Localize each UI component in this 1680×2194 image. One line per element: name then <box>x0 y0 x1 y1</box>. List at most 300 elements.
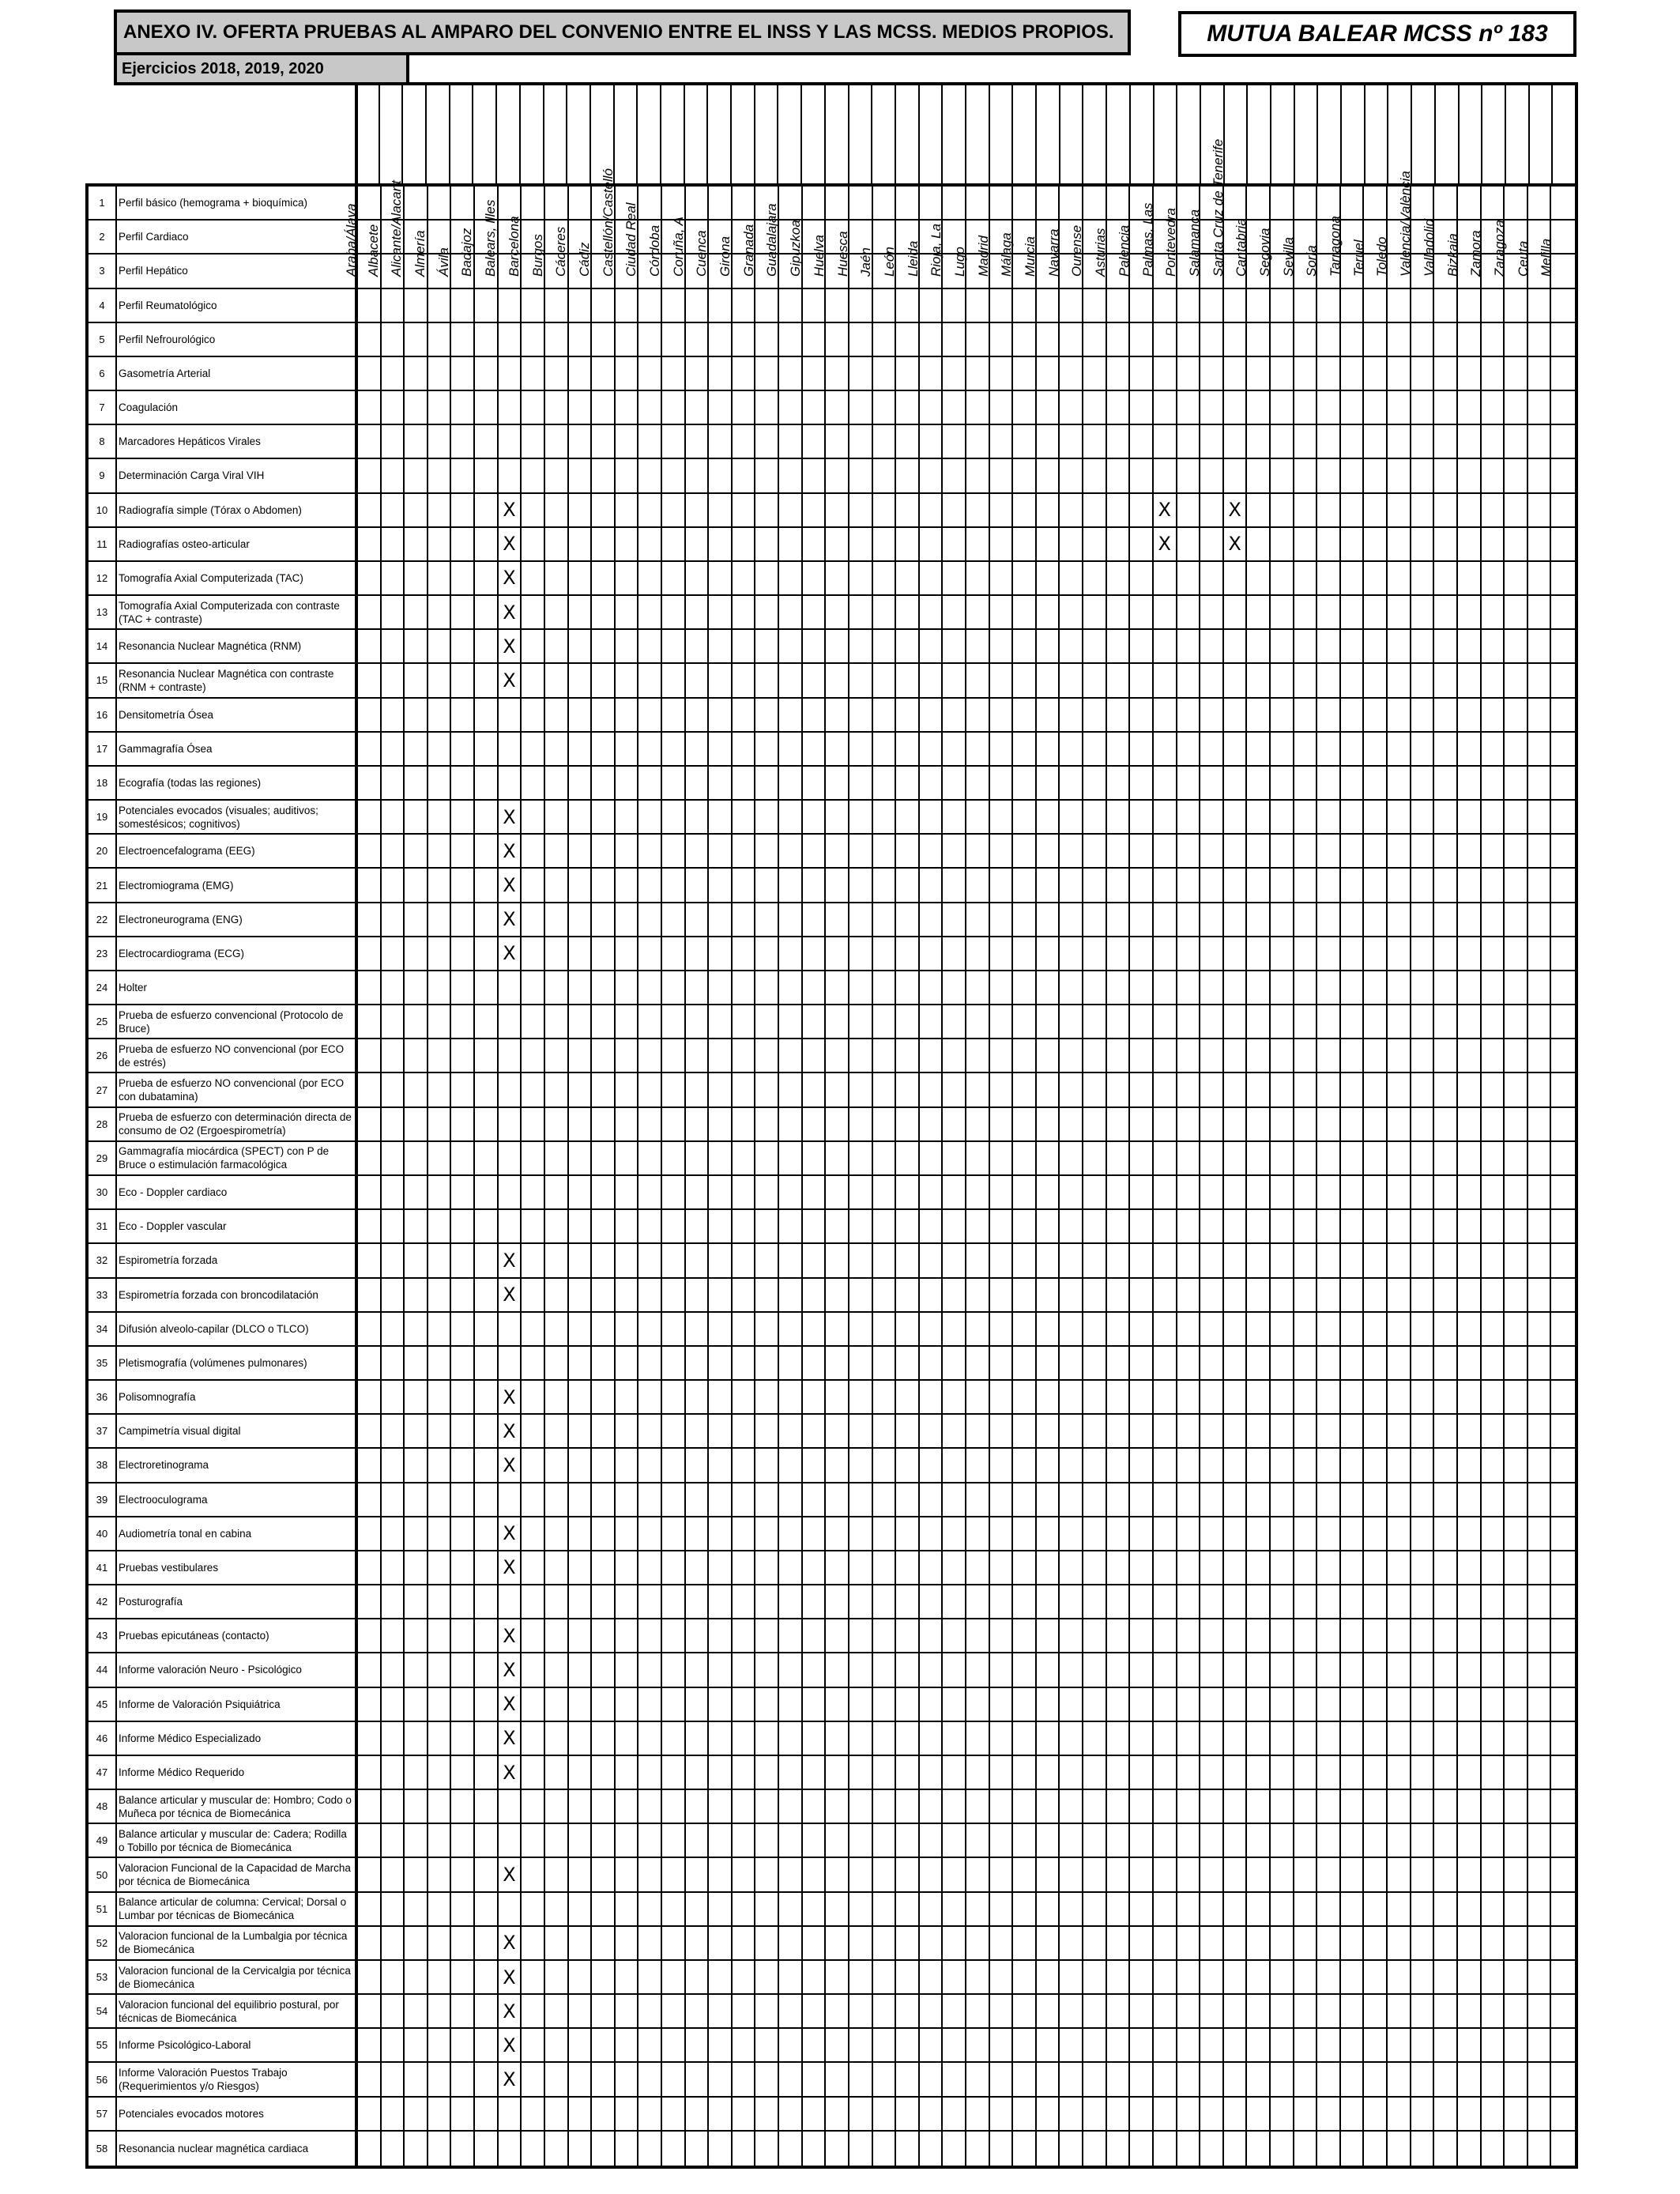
mark-cell <box>826 1961 849 1993</box>
mark-cell <box>1154 1381 1177 1413</box>
mark-cell <box>545 630 569 662</box>
mark-cell <box>826 1005 849 1038</box>
mark-cell <box>943 733 966 765</box>
mark-cell <box>1551 528 1575 560</box>
mark-cell <box>499 391 522 424</box>
mark-cell <box>1505 971 1528 1004</box>
mark-cell <box>1364 767 1388 799</box>
mark-cell <box>1177 1756 1201 1789</box>
mark-cell <box>873 1619 897 1652</box>
mark-cell <box>755 2029 779 2061</box>
mark-cell <box>638 1347 662 1379</box>
mark-cell <box>873 1893 897 1925</box>
mark-cell <box>662 1210 686 1242</box>
test-name: Prueba de esfuerzo con determinación directa de consumo de O2 (Ergoespirometría) <box>117 1108 358 1140</box>
test-name: Valoracion funcional de la Cervicalgia por técnica de Biomecánica <box>117 1961 358 1993</box>
mark-cell <box>966 1073 990 1106</box>
mark-cell <box>1271 1313 1294 1345</box>
mark-cell <box>475 1176 499 1208</box>
mark-cell <box>522 1517 545 1550</box>
mark-cell <box>1434 1858 1458 1891</box>
mark-cell <box>966 801 990 833</box>
mark-cell <box>569 1244 593 1276</box>
mark-cell <box>1294 528 1318 560</box>
mark-cell <box>1364 1108 1388 1140</box>
mark-cell <box>1505 903 1528 936</box>
mark-cell <box>1294 357 1318 390</box>
mark-cell <box>545 528 569 560</box>
mark-cell <box>849 494 873 526</box>
mark-cell <box>1037 391 1060 424</box>
mark-cell <box>1083 1619 1107 1652</box>
table-row <box>89 971 1575 1005</box>
mark-cell <box>616 494 639 526</box>
mark-cell <box>569 1551 593 1584</box>
mark-cell <box>1200 903 1224 936</box>
mark-cell <box>686 1858 710 1891</box>
mark-cell <box>1037 1039 1060 1072</box>
mark-cell <box>1364 494 1388 526</box>
mark-cell <box>638 903 662 936</box>
row-number: 37 <box>89 1415 117 1447</box>
mark-cell <box>662 733 686 765</box>
mark-cell <box>755 1927 779 1959</box>
mark-cell <box>1013 357 1037 390</box>
mark-cell <box>499 289 522 322</box>
mark-cell <box>1341 1961 1365 1993</box>
mark-cell <box>1224 1517 1248 1550</box>
mark-cell <box>1013 767 1037 799</box>
province-label-text: Bizkaia <box>1445 233 1460 277</box>
table-row <box>89 187 1575 221</box>
mark-cell <box>990 1279 1014 1311</box>
mark-cell <box>1154 1176 1177 1208</box>
mark-cell <box>1482 1653 1505 1686</box>
mark-cell <box>1317 1449 1341 1481</box>
mark-cell <box>638 2098 662 2130</box>
mark-cell <box>1341 1688 1365 1721</box>
mark-cell <box>686 1995 710 2027</box>
mark-cell <box>826 1995 849 2027</box>
row-number: 48 <box>89 1790 117 1823</box>
mark-cell <box>1458 2132 1482 2166</box>
mark-cell <box>1364 1722 1388 1755</box>
mark-cell <box>920 357 944 390</box>
province-label-text: Granada <box>740 224 756 277</box>
mark-cell <box>1037 869 1060 901</box>
mark-cell <box>990 1005 1014 1038</box>
mark-cell <box>1411 1244 1435 1276</box>
mark-cell <box>569 1381 593 1413</box>
mark-cell <box>428 733 452 765</box>
mark-cell <box>1551 1039 1575 1072</box>
mark-cell <box>686 1483 710 1516</box>
mark-cell <box>1317 2029 1341 2061</box>
mark-cell <box>1434 1313 1458 1345</box>
mark-cell: X <box>499 630 522 662</box>
mark-cell <box>662 1108 686 1140</box>
mark-cell <box>803 1961 827 1993</box>
mark-cell: X <box>499 1415 522 1447</box>
mark-cell <box>1411 630 1435 662</box>
mark-cell <box>475 1722 499 1755</box>
mark-cell <box>1083 357 1107 390</box>
mark-cell <box>1224 1073 1248 1106</box>
mark-cell <box>592 1893 616 1925</box>
mark-cell <box>475 1551 499 1584</box>
mark-cell <box>1083 391 1107 424</box>
mark-cell <box>709 1619 733 1652</box>
mark-cell <box>1341 1279 1365 1311</box>
mark-cell <box>1107 630 1131 662</box>
row-number: 46 <box>89 1722 117 1755</box>
mark-cell <box>1224 1483 1248 1516</box>
mark-cell <box>1294 187 1318 219</box>
mark-cell <box>873 1483 897 1516</box>
mark-cell <box>1434 323 1458 356</box>
mark-cell <box>920 1824 944 1857</box>
mark-cell <box>1411 733 1435 765</box>
mark-cell <box>382 1313 405 1345</box>
mark-cell <box>1060 1176 1083 1208</box>
mark-cell <box>920 801 944 833</box>
province-label-text: Guadalajara <box>764 203 780 277</box>
mark-cell <box>1294 1176 1318 1208</box>
table-row <box>89 2063 1575 2097</box>
mark-cell <box>943 357 966 390</box>
mark-cell <box>779 1619 803 1652</box>
mark-cell <box>803 1415 827 1447</box>
mark-cell <box>1364 1313 1388 1345</box>
mark-cell <box>1060 1005 1083 1038</box>
mark-cell <box>1341 1995 1365 2027</box>
mark-cell <box>755 733 779 765</box>
mark-cell <box>1482 221 1505 253</box>
mark-cell <box>755 1142 779 1174</box>
mark-cell <box>382 903 405 936</box>
mark-cell <box>966 1142 990 1174</box>
mark-cell <box>1247 1279 1271 1311</box>
mark-cell <box>1482 1551 1505 1584</box>
mark-cell <box>1364 1244 1388 1276</box>
province-label-text: Ourense <box>1069 224 1085 277</box>
mark-cell <box>1037 1688 1060 1721</box>
table-row <box>89 1142 1575 1176</box>
mark-cell <box>428 1073 452 1106</box>
mark-cell <box>1200 1449 1224 1481</box>
mark-cell <box>475 1449 499 1481</box>
mark-cell <box>1341 1517 1365 1550</box>
mark-cell <box>569 187 593 219</box>
mark-cell <box>1528 1824 1552 1857</box>
mark-cell <box>1271 1756 1294 1789</box>
table-row <box>89 664 1575 698</box>
province-label-text: Cantabria <box>1234 218 1249 277</box>
mark-cell <box>522 1585 545 1618</box>
mark-cell <box>849 1688 873 1721</box>
row-number: 7 <box>89 391 117 424</box>
mark-cell <box>522 1619 545 1652</box>
mark-cell <box>405 869 428 901</box>
mark-cell <box>1037 699 1060 731</box>
mark-cell <box>873 1585 897 1618</box>
mark-cell <box>966 903 990 936</box>
mark-cell <box>1177 1313 1201 1345</box>
mark-cell <box>1364 1415 1388 1447</box>
mark-cell <box>382 187 405 219</box>
mark-cell <box>1317 459 1341 492</box>
mark-cell <box>990 1517 1014 1550</box>
mark-cell <box>920 903 944 936</box>
mark-cell <box>1411 2029 1435 2061</box>
mark-cell <box>428 2132 452 2166</box>
mark-cell <box>592 1313 616 1345</box>
mark-cell <box>1388 903 1411 936</box>
mark-cell <box>1294 1108 1318 1140</box>
mark-cell <box>1317 1415 1341 1447</box>
mark-cell <box>1130 835 1154 867</box>
mark-cell <box>1013 971 1037 1004</box>
mark-cell <box>1013 1244 1037 1276</box>
mark-cell <box>990 2063 1014 2095</box>
mark-cell <box>1224 289 1248 322</box>
mark-cell <box>896 1619 920 1652</box>
mark-cell <box>451 937 475 970</box>
mark-cell <box>1482 971 1505 1004</box>
mark-cell <box>779 1415 803 1447</box>
mark-cell <box>1551 1210 1575 1242</box>
mark-cell <box>755 323 779 356</box>
mark-cell <box>451 664 475 696</box>
mark-cell <box>755 391 779 424</box>
mark-cell <box>382 1347 405 1379</box>
mark-cell <box>1434 733 1458 765</box>
mark-cell <box>522 1927 545 1959</box>
mark-cell <box>1505 767 1528 799</box>
mark-cell <box>592 323 616 356</box>
row-number: 54 <box>89 1995 117 2027</box>
mark-cell <box>1388 1893 1411 1925</box>
mark-cell <box>896 2132 920 2166</box>
mark-cell <box>709 323 733 356</box>
mark-cell <box>382 221 405 253</box>
mark-cell <box>966 1688 990 1721</box>
mark-cell <box>943 869 966 901</box>
test-name: Marcadores Hepáticos Virales <box>117 425 358 458</box>
mark-cell <box>1364 1619 1388 1652</box>
mark-cell <box>475 1279 499 1311</box>
mark-cell <box>1224 1449 1248 1481</box>
table-row <box>89 1039 1575 1073</box>
test-name: Electroencefalograma (EEG) <box>117 835 358 867</box>
mark-cell <box>1364 1893 1388 1925</box>
test-name: Balance articular y muscular de: Hombro; Codo o Muñeca por técnica de Biomecánica <box>117 1790 358 1823</box>
mark-cell <box>920 323 944 356</box>
mark-cell <box>1060 1483 1083 1516</box>
mark-cell <box>358 630 382 662</box>
mark-cell <box>1294 630 1318 662</box>
mark-cell <box>1482 459 1505 492</box>
mark-cell <box>382 1927 405 1959</box>
mark-cell <box>638 971 662 1004</box>
mark-cell <box>873 1688 897 1721</box>
mark-cell <box>1154 1722 1177 1755</box>
mark-cell <box>545 1517 569 1550</box>
mark-cell <box>1060 1142 1083 1174</box>
mark-cell <box>733 1858 756 1891</box>
mark-cell <box>1317 289 1341 322</box>
mark-cell <box>709 1142 733 1174</box>
mark-cell <box>1107 937 1131 970</box>
mark-cell <box>943 903 966 936</box>
mark-cell <box>1271 1585 1294 1618</box>
mark-cell <box>428 1279 452 1311</box>
mark-cell <box>1083 1415 1107 1447</box>
mark-cell <box>873 1244 897 1276</box>
mark-cell <box>1505 1483 1528 1516</box>
mark-cell <box>1271 1073 1294 1106</box>
mark-cell <box>896 221 920 253</box>
mark-cell <box>803 1313 827 1345</box>
mark-cell <box>1341 1313 1365 1345</box>
mark-cell <box>1458 1108 1482 1140</box>
mark-cell <box>405 528 428 560</box>
mark-cell <box>499 1347 522 1379</box>
mark-cell <box>1107 1927 1131 1959</box>
mark-cell <box>1013 1381 1037 1413</box>
mark-cell <box>709 1313 733 1345</box>
mark-cell <box>358 835 382 867</box>
mark-cell <box>1458 1858 1482 1891</box>
mark-cell <box>1458 1927 1482 1959</box>
mark-cell <box>709 391 733 424</box>
mark-cell <box>733 2063 756 2095</box>
mark-cell <box>733 562 756 594</box>
mark-cell <box>1130 459 1154 492</box>
mark-cell <box>1505 1995 1528 2027</box>
mark-cell <box>1271 1893 1294 1925</box>
mark-cell <box>1013 1585 1037 1618</box>
mark-cell <box>920 1279 944 1311</box>
mark-cell <box>405 835 428 867</box>
mark-cell <box>1107 562 1131 594</box>
mark-cell <box>1528 630 1552 662</box>
mark-cell <box>709 1517 733 1550</box>
mark-cell <box>1364 630 1388 662</box>
mark-cell <box>1154 869 1177 901</box>
mark-cell <box>966 357 990 390</box>
mark-cell <box>662 1790 686 1823</box>
mark-cell <box>358 1619 382 1652</box>
mark-cell <box>1341 1449 1365 1481</box>
mark-cell <box>826 1858 849 1891</box>
mark-cell <box>1224 1415 1248 1447</box>
mark-cell <box>733 1824 756 1857</box>
mark-cell <box>592 357 616 390</box>
mark-cell <box>755 630 779 662</box>
mark-cell <box>1224 1756 1248 1789</box>
mark-cell <box>1200 596 1224 628</box>
mark-cell <box>616 2098 639 2130</box>
mark-cell <box>1271 391 1294 424</box>
table-row <box>89 1381 1575 1415</box>
mark-cell <box>873 1722 897 1755</box>
mark-cell <box>990 1381 1014 1413</box>
mark-cell <box>1434 357 1458 390</box>
mark-cell <box>755 903 779 936</box>
mark-cell <box>709 494 733 526</box>
mark-cell <box>779 869 803 901</box>
mark-cell <box>1200 1347 1224 1379</box>
mark-cell <box>1154 1756 1177 1789</box>
mark-cell <box>1130 733 1154 765</box>
mark-cell <box>1317 1653 1341 1686</box>
mark-cell <box>803 391 827 424</box>
mark-cell <box>522 767 545 799</box>
mark-cell <box>849 289 873 322</box>
mark-cell <box>1200 1551 1224 1584</box>
mark-cell <box>1458 2098 1482 2130</box>
mark-cell <box>1458 835 1482 867</box>
mark-cell <box>755 528 779 560</box>
mark-cell <box>1551 1279 1575 1311</box>
mark-cell <box>686 221 710 253</box>
mark-cell <box>499 699 522 731</box>
test-name: Densitometría Ósea <box>117 699 358 731</box>
mark-cell <box>1528 1381 1552 1413</box>
mark-cell <box>966 1551 990 1584</box>
mark-cell <box>1434 835 1458 867</box>
mark-cell <box>803 1585 827 1618</box>
mark-cell <box>569 1619 593 1652</box>
mark-cell <box>1083 425 1107 458</box>
test-name: Ecografía (todas las regiones) <box>117 767 358 799</box>
mark-cell <box>1294 1653 1318 1686</box>
mark-cell <box>1083 1039 1107 1072</box>
mark-cell <box>1177 1517 1201 1550</box>
mark-cell <box>1060 801 1083 833</box>
mark-cell <box>358 323 382 356</box>
mark-cell <box>1528 699 1552 731</box>
mark-cell <box>990 767 1014 799</box>
mark-cell <box>849 1722 873 1755</box>
mark-cell <box>990 323 1014 356</box>
mark-cell <box>803 1893 827 1925</box>
mark-cell <box>1294 494 1318 526</box>
table-row <box>89 323 1575 357</box>
mark-cell <box>475 2029 499 2061</box>
mark-cell <box>1528 1790 1552 1823</box>
mark-cell <box>1060 630 1083 662</box>
mark-cell <box>1083 699 1107 731</box>
mark-cell <box>451 1142 475 1174</box>
mark-cell <box>943 801 966 833</box>
mark-cell <box>1177 630 1201 662</box>
mark-cell <box>733 1244 756 1276</box>
mark-cell <box>616 1313 639 1345</box>
table-row <box>89 1927 1575 1961</box>
mark-cell <box>1247 1483 1271 1516</box>
mark-cell <box>849 1858 873 1891</box>
mark-cell <box>358 357 382 390</box>
province-label-text: Navarra <box>1045 228 1061 277</box>
row-number: 55 <box>89 2029 117 2061</box>
mark-cell <box>896 1176 920 1208</box>
mark-cell <box>662 869 686 901</box>
mark-cell <box>803 221 827 253</box>
mark-cell <box>920 1210 944 1242</box>
mark-cell <box>1177 699 1201 731</box>
